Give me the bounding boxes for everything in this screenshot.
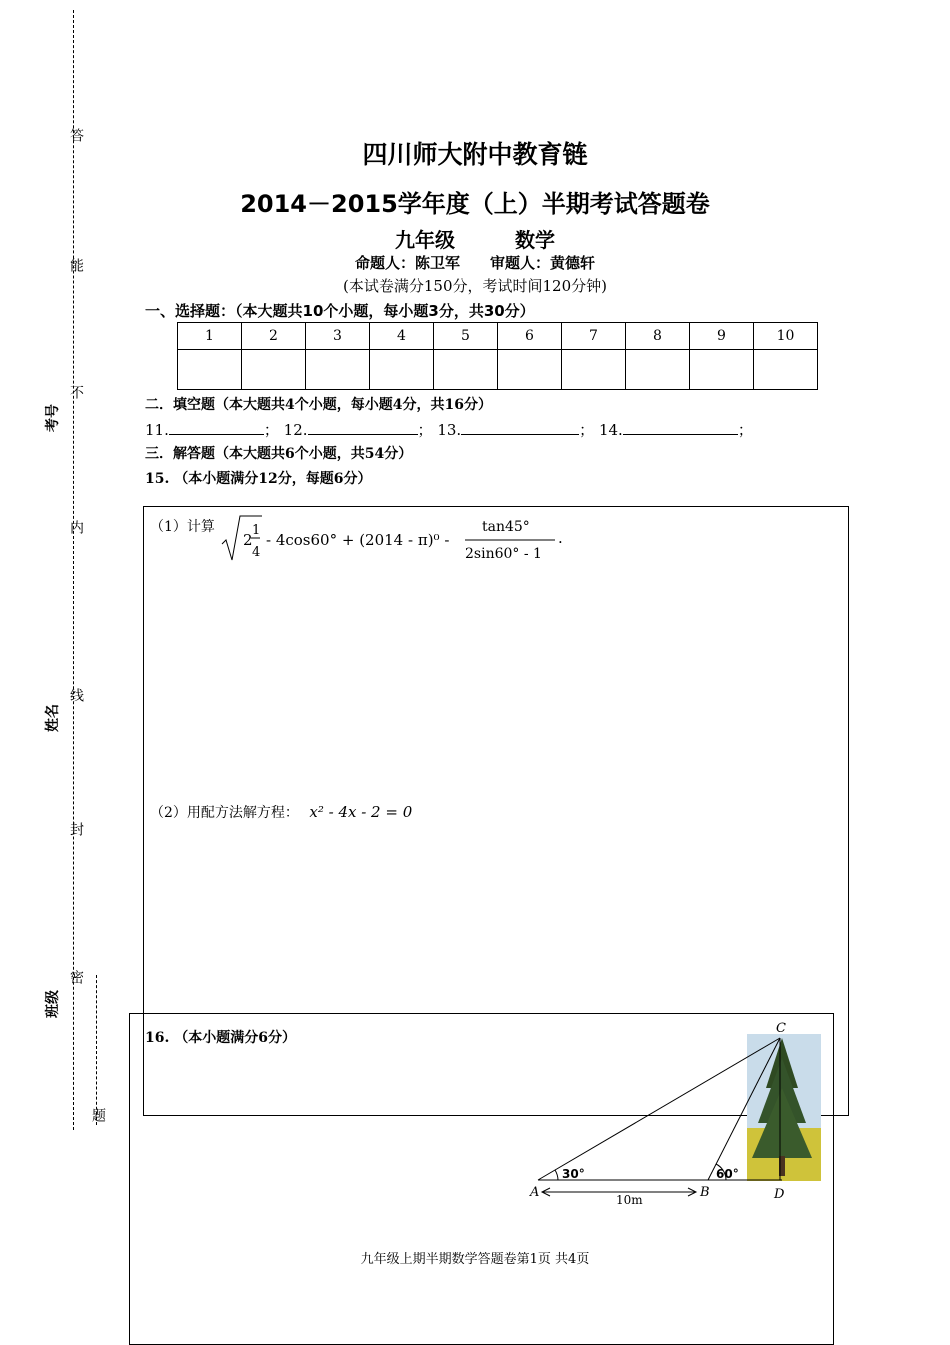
q15-part1-expression bbox=[220, 510, 580, 564]
subject-label: 数学 bbox=[515, 228, 555, 252]
expr-end: . bbox=[558, 529, 563, 547]
seal-char-7: 密 bbox=[68, 970, 84, 984]
seal-char-2: 能 bbox=[68, 258, 84, 272]
math-expression bbox=[220, 510, 580, 566]
choice-answer-cell[interactable] bbox=[562, 350, 626, 390]
setters bbox=[0, 252, 950, 273]
blank-11[interactable] bbox=[169, 420, 264, 435]
angle-A-label: 30° bbox=[562, 1167, 585, 1181]
q15-title: 15. （本小题满分12分，每题6分） bbox=[145, 471, 372, 487]
choice-number: 2 bbox=[242, 323, 306, 350]
choice-answer-cell[interactable] bbox=[434, 350, 498, 390]
choice-number: 1 bbox=[178, 323, 242, 350]
blank-12-label: 12. bbox=[283, 421, 308, 439]
choice-answer-cell[interactable] bbox=[306, 350, 370, 390]
q15-part2-equation: x² - 4x - 2 = 0 bbox=[309, 803, 413, 821]
blank-11-label: 11. bbox=[145, 421, 169, 439]
section3-title: 三．解答题（本大题共6个小题，共54分） bbox=[145, 446, 413, 462]
separator: ； bbox=[737, 421, 753, 439]
choice-answer-cell[interactable] bbox=[690, 350, 754, 390]
name-label: 姓名 bbox=[45, 704, 61, 732]
grade-subject bbox=[0, 224, 950, 253]
choice-answer-cell[interactable] bbox=[754, 350, 818, 390]
school-title: 四川师大附中教育链 bbox=[362, 140, 588, 169]
choice-number: 3 bbox=[306, 323, 370, 350]
frac-den: 2sin60° - 1 bbox=[465, 546, 542, 562]
label-A: A bbox=[530, 1185, 540, 1200]
seal-char-3: 不 bbox=[68, 385, 84, 399]
separator: ； bbox=[417, 421, 433, 439]
section1-title: 一、选择题：（本大题共10个小题，每小题3分，共30分） bbox=[145, 302, 535, 320]
blank-14-label: 14. bbox=[598, 421, 623, 439]
q15-part1 bbox=[150, 516, 215, 536]
grade-label: 九年级 bbox=[395, 228, 455, 252]
angle-B-label: 60° bbox=[716, 1167, 739, 1181]
seal-char-6: 封 bbox=[68, 822, 84, 836]
blank-14[interactable] bbox=[623, 420, 738, 435]
choice-number: 8 bbox=[626, 323, 690, 350]
label-C: C bbox=[776, 1021, 786, 1036]
exam-number-label: 考号 bbox=[45, 404, 61, 432]
choice-number: 9 bbox=[690, 323, 754, 350]
binding-dashed-line bbox=[73, 10, 74, 1130]
choice-answer-cell[interactable] bbox=[242, 350, 306, 390]
choice-answer-cell[interactable] bbox=[626, 350, 690, 390]
separator: ； bbox=[263, 421, 279, 439]
q16-title: 16. （本小题满分6分） bbox=[145, 1030, 296, 1046]
choice-answer-table bbox=[177, 322, 818, 390]
q15-part1-label: （1）计算 bbox=[150, 519, 215, 535]
fill-blank-row bbox=[145, 419, 753, 440]
label-B: B bbox=[700, 1185, 710, 1200]
section2-title: 二．填空题（本大题共4个小题，每小题4分，共16分） bbox=[145, 397, 492, 413]
choice-answer-cell[interactable] bbox=[370, 350, 434, 390]
blank-12[interactable] bbox=[308, 420, 418, 435]
blank-13-label: 13. bbox=[437, 421, 462, 439]
exam-title: 2014－2015学年度（上）半期考试答题卷 bbox=[240, 190, 710, 218]
sqrt-num: 1 bbox=[252, 523, 261, 538]
separator: ； bbox=[579, 421, 595, 439]
blank-13[interactable] bbox=[461, 420, 579, 435]
binding-solid-line bbox=[96, 975, 97, 1125]
distance-label: 10m bbox=[616, 1193, 643, 1207]
seal-char-1: 答 bbox=[68, 128, 84, 142]
sqrt-int: 2 bbox=[243, 531, 253, 549]
choice-number: 6 bbox=[498, 323, 562, 350]
expr-middle: - 4cos60° + (2014 - π)⁰ - bbox=[266, 531, 450, 549]
seal-char-4: 内 bbox=[68, 520, 84, 534]
page-footer: 九年级上期半期数学答题卷第1页 共4页 bbox=[360, 1252, 590, 1267]
setter-label: 命题人：陈卫军 bbox=[354, 254, 460, 272]
choice-number: 10 bbox=[754, 323, 818, 350]
q16-figure bbox=[520, 1018, 830, 1218]
choice-answer-cell[interactable] bbox=[178, 350, 242, 390]
choice-answer-cell[interactable] bbox=[498, 350, 562, 390]
frac-num: tan45° bbox=[482, 519, 530, 535]
reviewer-label: 审题人：黄德轩 bbox=[490, 254, 596, 272]
q15-part2-label: （2）用配方法解方程： bbox=[150, 805, 299, 821]
class-label: 班级 bbox=[45, 990, 61, 1018]
choice-number: 7 bbox=[562, 323, 626, 350]
choice-number: 5 bbox=[434, 323, 498, 350]
choice-number: 4 bbox=[370, 323, 434, 350]
exam-info: (本试卷满分150分，考试时间120分钟) bbox=[343, 277, 607, 295]
seal-char-5: 线 bbox=[68, 688, 84, 702]
sqrt-den: 4 bbox=[252, 545, 261, 560]
q15-part2 bbox=[150, 802, 412, 822]
label-D: D bbox=[774, 1187, 785, 1202]
seal-char-8: 题 bbox=[90, 1108, 106, 1122]
